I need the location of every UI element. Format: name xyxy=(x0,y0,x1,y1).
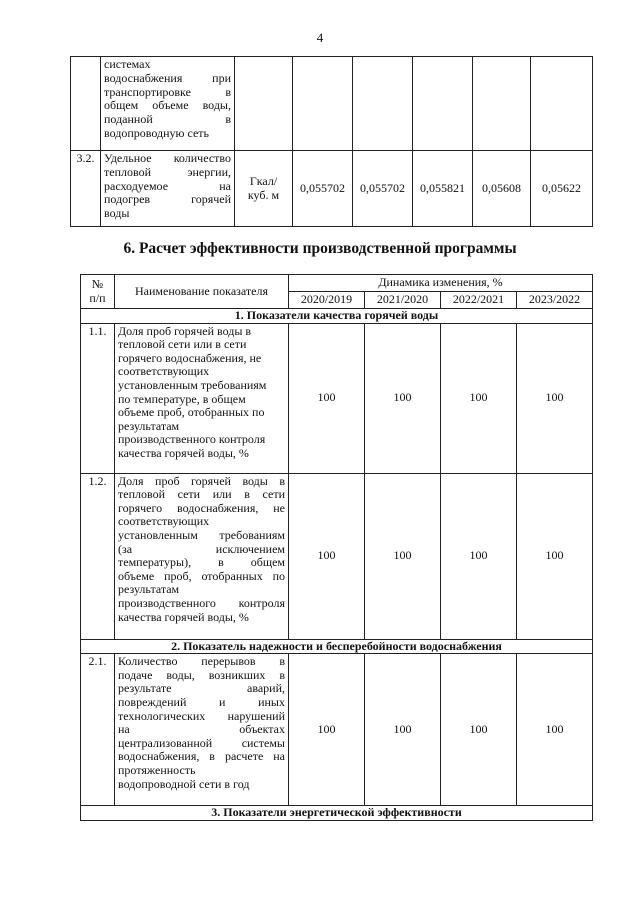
value-cell: 100 xyxy=(289,654,365,806)
row-number: 3.2. xyxy=(71,151,101,227)
page-number: 4 xyxy=(316,30,324,45)
table-row xyxy=(71,151,593,227)
header-period: 2020/2019 xyxy=(289,292,365,309)
value-cell: 100 xyxy=(441,654,517,806)
header-period: 2021/2020 xyxy=(365,292,441,309)
section-row xyxy=(81,309,593,324)
value-cell: 0,055821 xyxy=(413,151,473,227)
row-name: Удельное количество тепловой энергии, расходуемое на подогрев горячей воды xyxy=(101,151,235,227)
section-row xyxy=(81,639,593,654)
table-row xyxy=(81,654,593,806)
unit-cell: Гкал/ куб. м xyxy=(235,151,293,227)
row-number: 1.2. xyxy=(81,473,115,639)
value-cell: 100 xyxy=(365,323,441,473)
value-cell: 100 xyxy=(289,323,365,473)
value-cell: 0,05622 xyxy=(531,151,593,227)
section-heading: 3. Показатели энергетической эффективности xyxy=(81,806,593,821)
table-row xyxy=(81,473,593,639)
section-heading: 1. Показатели качества горячей воды xyxy=(81,309,593,324)
value-cell: 100 xyxy=(289,473,365,639)
value-cell: 100 xyxy=(365,473,441,639)
table-row xyxy=(81,323,593,473)
header-period: 2022/2021 xyxy=(441,292,517,309)
value-cell: 0,055702 xyxy=(353,151,413,227)
value-cell: 100 xyxy=(517,323,593,473)
section-heading: 2. Показатель надежности и бесперебойности водоснабжения xyxy=(81,639,593,654)
row-number: 2.1. xyxy=(81,654,115,806)
value-cell: 100 xyxy=(441,323,517,473)
row-name: Количество перерывов в подаче воды, возникших в результате аварий, повреждений и иных технологических нарушений на объектах централизованной системы водоснабжения, в расчете на протяженность водопроводной сети в год xyxy=(115,654,289,806)
value-cell: 100 xyxy=(517,654,593,806)
section-title: 6. Расчет эффективности производственной программы xyxy=(123,240,517,257)
section-row xyxy=(81,806,593,821)
value-cell: 100 xyxy=(365,654,441,806)
row-number: 1.1. xyxy=(81,323,115,473)
header-period: 2023/2022 xyxy=(517,292,593,309)
row-name: Доля проб горячей воды в тепловой сети или в сети горячего водоснабжения, не соответствующих установленным требованиям по температуре, в общем объеме проб, отобранных по результатам производственного контроля качества горячей воды, % xyxy=(115,323,289,473)
value-cell: 100 xyxy=(441,473,517,639)
value-cell: 0,05608 xyxy=(473,151,531,227)
row-name: Доля проб горячей воды в тепловой сети или в сети горячего водоснабжения, не соответствующих установленным требованиям (за исключением температуры), в общем объеме проб, отобранных по результатам производственного контроля качества горячей воды, % xyxy=(115,473,289,639)
header-dynamics: Динамика изменения, % xyxy=(289,275,593,292)
header-num: № п/п xyxy=(81,275,115,309)
table-row xyxy=(71,57,593,151)
value-cell: 100 xyxy=(517,473,593,639)
value-cell: 0,055702 xyxy=(293,151,353,227)
header-row xyxy=(81,275,593,292)
efficiency-table xyxy=(80,274,593,821)
top-table xyxy=(70,56,593,227)
header-name: Наименование показателя xyxy=(115,275,289,309)
continuation-text: системах водоснабжения при транспортировке в общем объеме воды, поданной в водопроводную сеть xyxy=(101,57,235,151)
